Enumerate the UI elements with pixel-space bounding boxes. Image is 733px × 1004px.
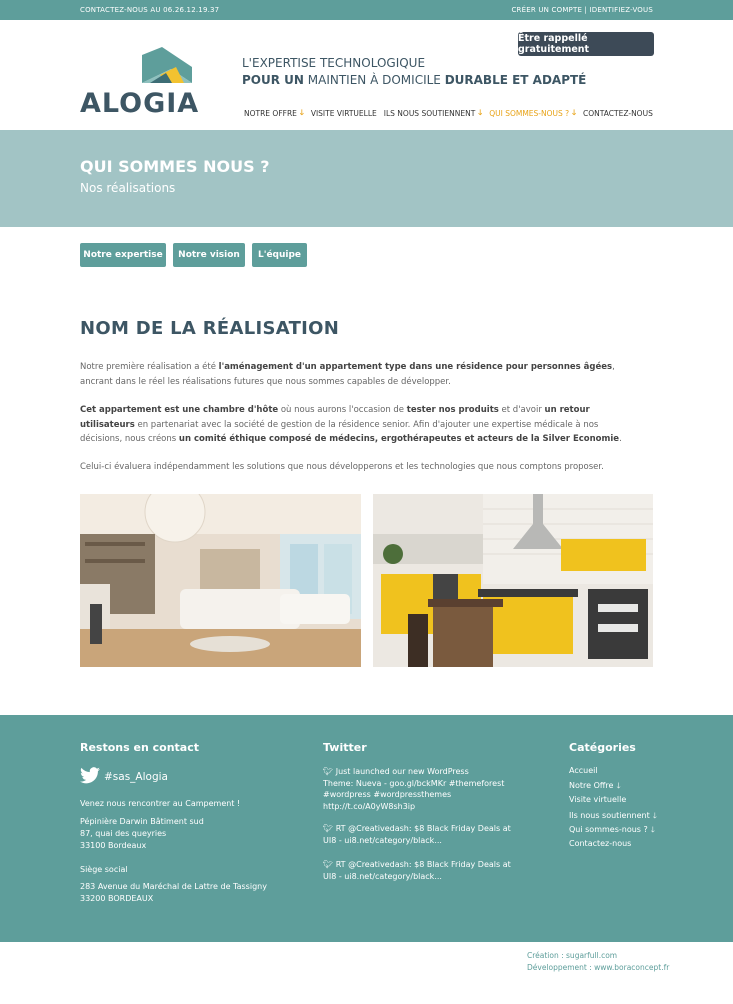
siege-label: Siège social [80, 865, 128, 874]
brand-name[interactable]: ALOGIA [80, 88, 200, 119]
arrow-down-icon: 🡓 [616, 781, 621, 790]
tweet-line [323, 766, 513, 778]
meet-text: Venez nous rencontrer au Campement ! [80, 799, 241, 808]
tagline-strong-a: POUR UN [242, 73, 304, 87]
tweet-text: Just launched our new WordPress [335, 767, 469, 776]
nav-item-ils-nous-soutiennent[interactable] [384, 107, 482, 120]
twitter-bird-icon: 🐦︎ [323, 824, 334, 833]
category-label: Contactez-nous [569, 839, 632, 848]
arrow-down-icon: 🡓 [478, 108, 483, 117]
tweet-line [323, 823, 513, 835]
category-label: Accueil [569, 766, 598, 775]
tagline-line-1: L'EXPERTISE TECHNOLOGIQUE [242, 56, 426, 70]
address-siege [80, 881, 267, 905]
category-label: Visite virtuelle [569, 795, 627, 804]
address-line: 283 Avenue du Maréchal de Lattre de Tassigny [80, 882, 267, 891]
tweet-line: UI8 - ui8.net/category/black... [323, 835, 442, 845]
hero-banner [0, 130, 733, 227]
tweet-line [323, 859, 513, 871]
paragraph-2 [80, 403, 625, 447]
tweet-1[interactable] [323, 766, 513, 812]
tweet-line: UI8 - ui8.net/category/black... [323, 871, 442, 881]
callback-button[interactable]: Être rappellé gratuitement [518, 32, 654, 56]
tab-notre-vision[interactable]: Notre vision [173, 243, 245, 267]
category-label: Ils nous soutiennent [569, 811, 650, 820]
nav-item-visite-virtuelle[interactable] [311, 107, 377, 120]
tweet-text: RT @Creativedash: $8 Black Friday Deals at [335, 860, 511, 869]
credits [527, 950, 669, 974]
footer-contact-title: Restons en contact [80, 741, 199, 754]
text: où nous aurons l'occasion de [278, 405, 407, 415]
text-strong: un retour utilisateurs [80, 405, 590, 430]
tagline-normal: MAINTIEN À DOMICILE [303, 73, 445, 87]
main-nav [244, 107, 660, 120]
twitter-bird-icon[interactable] [80, 767, 100, 784]
account-links[interactable]: CRÉER UN COMPTE | IDENTIFIEZ-VOUS [511, 6, 653, 14]
nav-label: CONTACTEZ-NOUS [583, 109, 653, 118]
footer-twitter-title: Twitter [323, 741, 367, 754]
top-bar [0, 0, 733, 20]
twitter-bird-icon: 🐦︎ [323, 860, 334, 869]
text-strong: l'aménagement d'un appartement type dans une résidence pour personnes âgées [218, 362, 613, 372]
arrow-down-icon: 🡓 [572, 108, 577, 117]
tweet-3[interactable] [323, 859, 513, 882]
tab-equipe[interactable]: L'équipe [252, 243, 307, 267]
nav-label: NOTRE OFFRE [244, 109, 297, 118]
tweet-line: #wordpress #wordpressthemes [323, 790, 452, 799]
address-line: 33200 BORDEAUX [80, 894, 154, 903]
credit-creation[interactable]: Création : sugarfull.com [527, 951, 618, 960]
nav-item-contactez-nous[interactable] [583, 107, 653, 120]
credit-dev[interactable]: Développement : www.boraconcept.fr [527, 963, 670, 972]
tweet-text: RT @Creativedash: $8 Black Friday Deals at [335, 824, 511, 833]
text-strong: tester nos produits [406, 405, 499, 415]
category-accueil[interactable] [569, 766, 598, 775]
text: . [619, 434, 622, 444]
paragraph-1 [80, 360, 625, 389]
living-room-photo [80, 494, 361, 667]
tagline-strong-b: DURABLE ET ADAPTÉ [444, 73, 587, 87]
paragraph-3: Celui-ci évaluera indépendamment les solutions que nous développerons et les technologies que nous comptons proposer. [80, 462, 604, 472]
arrow-down-icon: 🡓 [650, 825, 655, 834]
tab-notre-expertise[interactable]: Notre expertise [80, 243, 166, 267]
arrow-down-icon: 🡓 [652, 811, 657, 820]
text: Notre première réalisation a été [80, 362, 219, 372]
tweet-2[interactable] [323, 823, 513, 846]
text-strong: Cet appartement est une chambre d'hôte [80, 405, 279, 415]
arrow-down-icon: 🡓 [299, 108, 304, 117]
tagline [242, 55, 586, 89]
address-campement [80, 816, 204, 852]
address-line: Pépinière Darwin Bâtiment sud [80, 817, 204, 826]
tweet-line: Theme: Nueva - goo.gl/bckMKr #themeforest [323, 778, 505, 788]
category-visite-virtuelle[interactable] [569, 795, 626, 804]
page-subtitle: Nos réalisations [80, 181, 176, 195]
text: et d'avoir [498, 405, 545, 415]
category-notre-offre[interactable] [569, 780, 621, 794]
twitter-handle[interactable]: #sas_Alogia [104, 771, 168, 783]
nav-item-notre-offre[interactable] [244, 107, 304, 120]
category-label: Notre Offre [569, 781, 614, 790]
category-label: Qui sommes-nous ? [569, 825, 648, 834]
footer [0, 715, 733, 942]
nav-label: QUI SOMMES-NOUS ? [489, 109, 570, 118]
kitchen-photo [373, 494, 653, 667]
text-strong: un comité éthique composé de médecins, ergothérapeutes et acteurs de la Silver Economie [178, 434, 620, 444]
nav-label: VISITE VIRTUELLE [310, 109, 377, 118]
realisation-title: NOM DE LA RÉALISATION [80, 318, 340, 339]
tweet-line: http://t.co/A0yW8sh3ip [323, 801, 416, 811]
page-title: QUI SOMMES NOUS ? [80, 157, 270, 176]
address-line: 87, quai des queyries [80, 829, 167, 838]
section-tabs [80, 243, 314, 267]
text: , ancrant dans le réel les réalisations futures que nous sommes capables de développer. [80, 362, 615, 387]
category-contactez-nous[interactable] [569, 839, 631, 848]
twitter-bird-icon: 🐦︎ [323, 767, 334, 776]
nav-item-qui-sommes-nous[interactable] [489, 107, 576, 120]
category-ils-nous-soutiennent[interactable] [569, 810, 657, 824]
nav-label: ILS NOUS SOUTIENNENT [383, 109, 476, 118]
tagline-line-2 [242, 72, 586, 89]
category-qui-sommes-nous[interactable] [569, 824, 655, 838]
text: en partenariat avec la société de gestion de la résidence senior. Afin d'ajouter une expertise médicale à nos décisions, nous créons [80, 419, 599, 444]
phone-contact[interactable]: CONTACTEZ-NOUS AU 06.26.12.19.37 [80, 6, 220, 14]
footer-categories-title: Catégories [569, 741, 636, 754]
address-line: 33100 Bordeaux [80, 841, 147, 850]
